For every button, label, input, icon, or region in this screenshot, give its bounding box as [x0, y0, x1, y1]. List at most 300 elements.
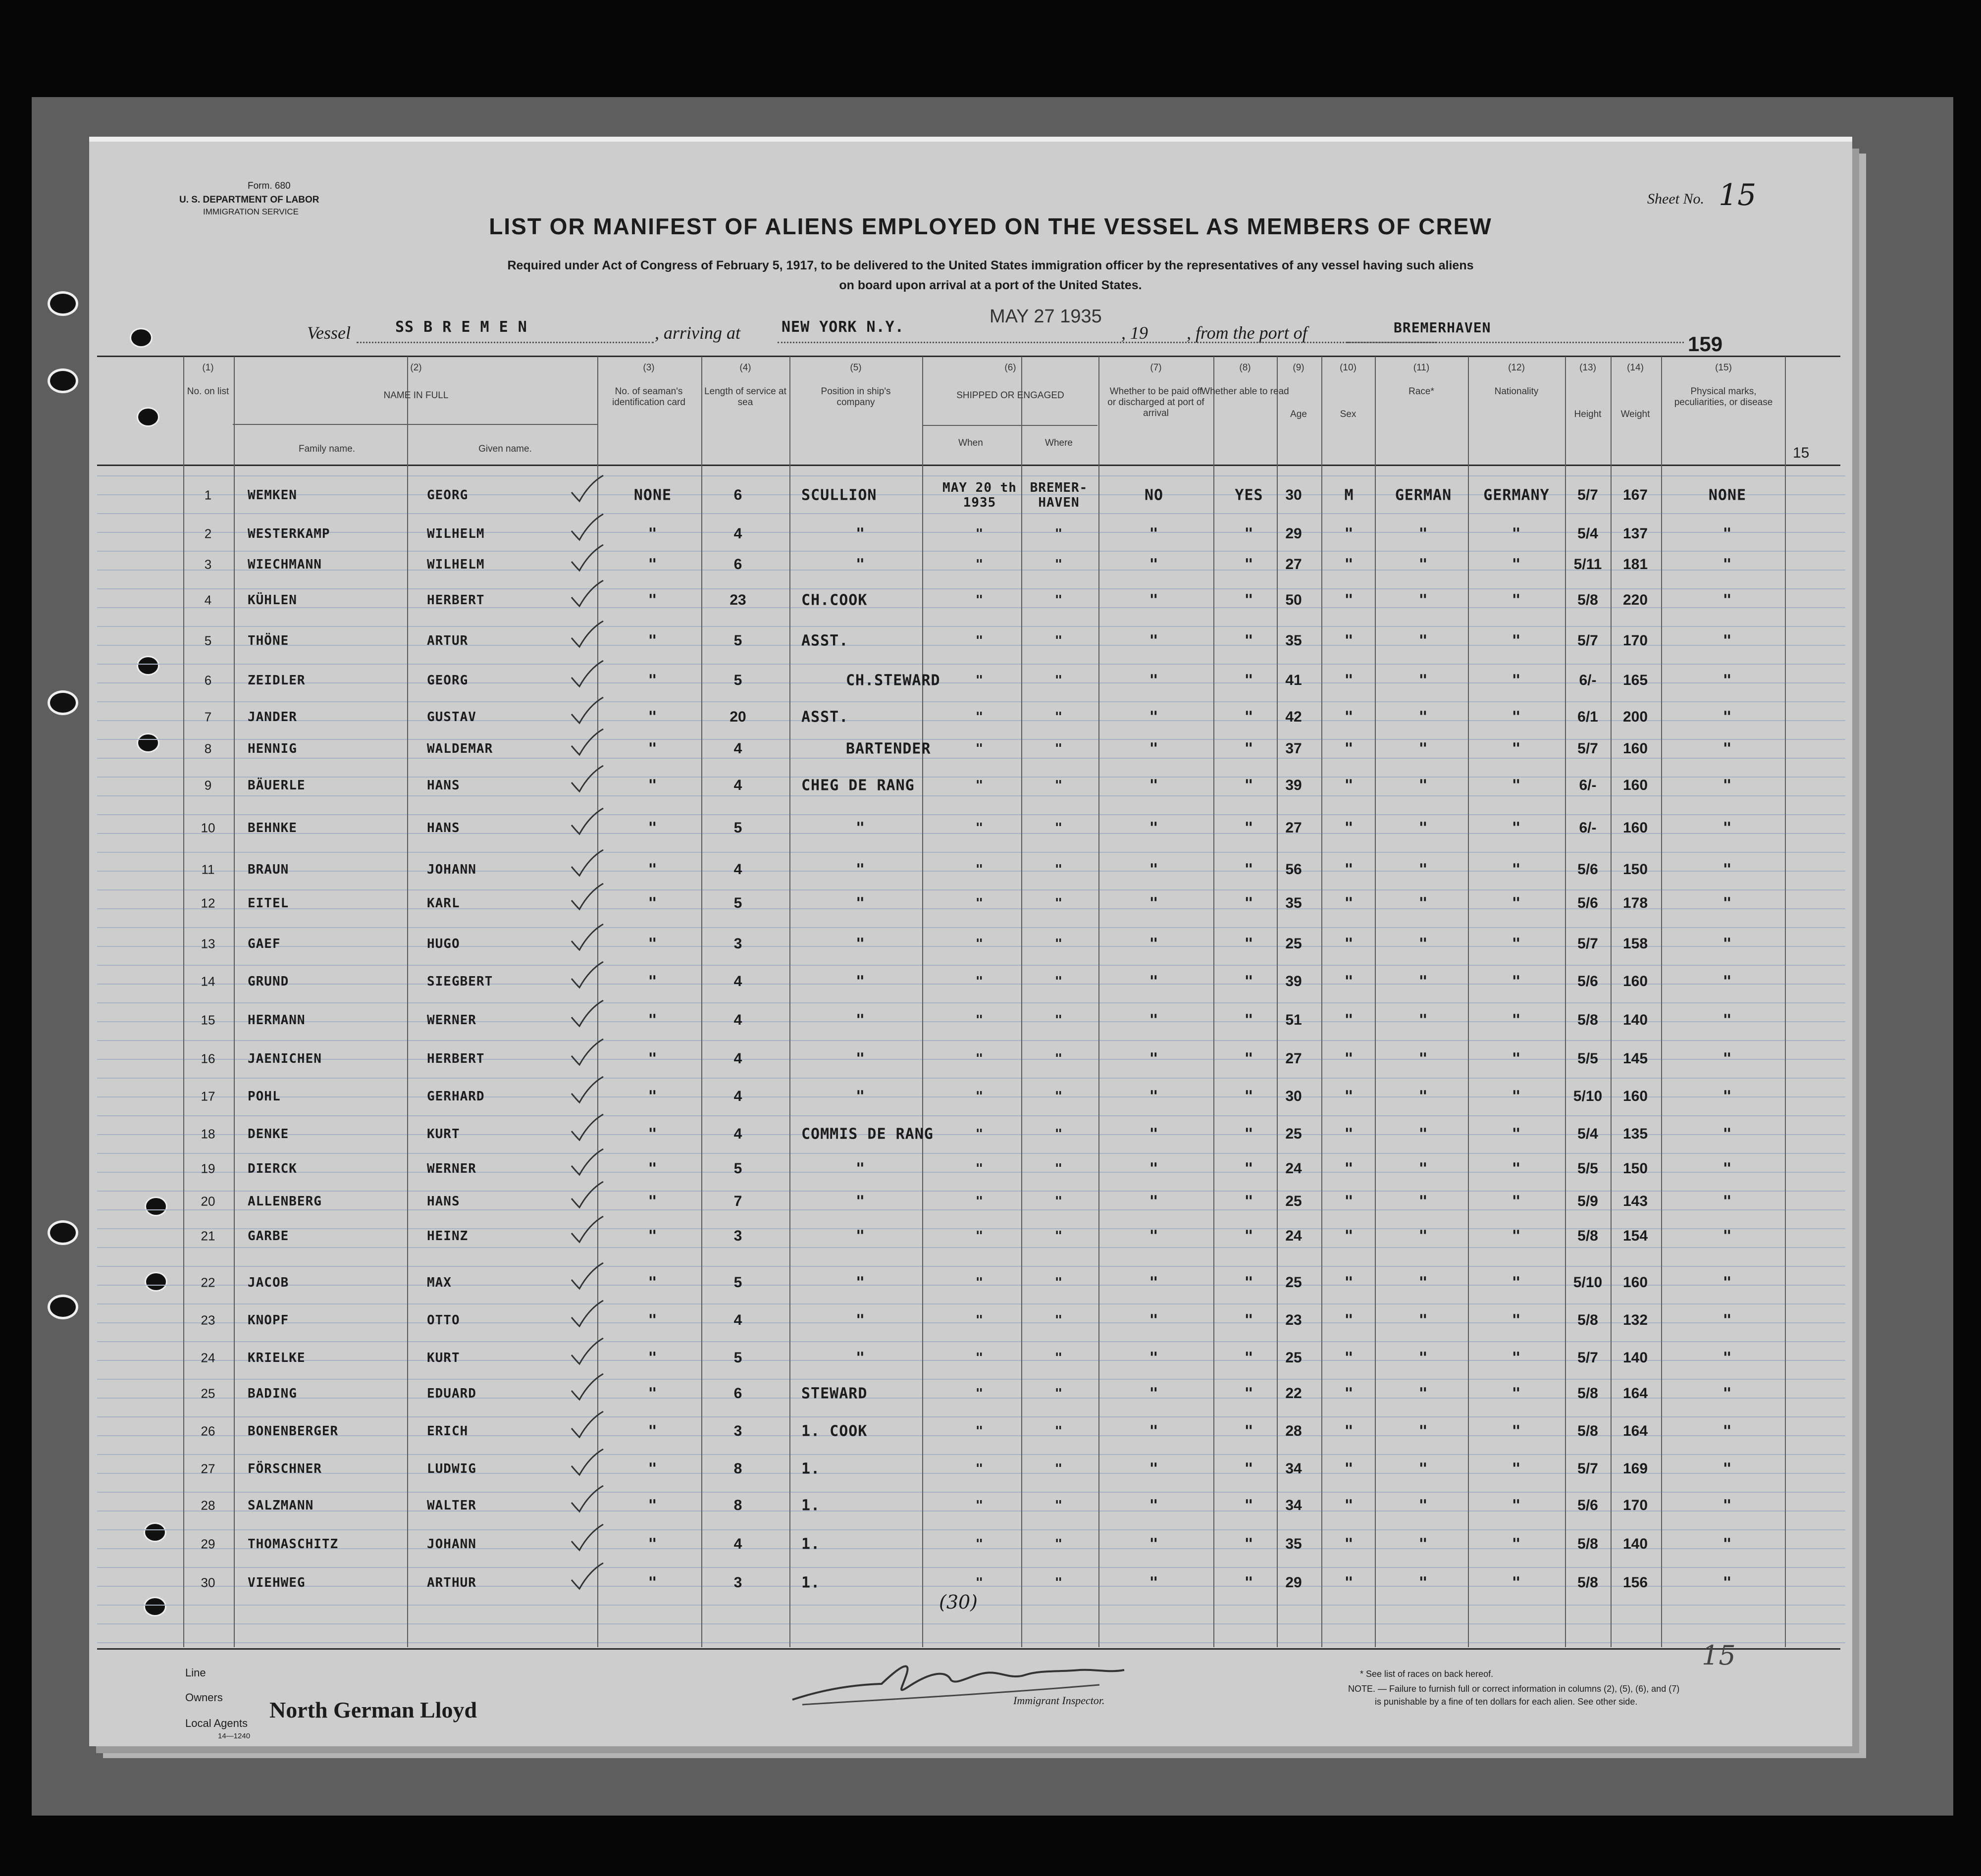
column-divider [789, 357, 790, 1647]
cell-card: " [648, 894, 658, 912]
cell-nat: " [1512, 1274, 1521, 1292]
cell-position: CH.COOK [801, 591, 868, 609]
cell-age: 22 [1285, 1385, 1302, 1402]
cell-marks: " [1722, 935, 1732, 953]
cell-read: " [1244, 632, 1254, 650]
cell-marks: " [1722, 1422, 1732, 1440]
cell-sex: " [1344, 591, 1354, 609]
cell-paid: " [1149, 1088, 1159, 1105]
column-divider [1277, 357, 1278, 1647]
cell-where: " [1054, 896, 1063, 911]
cell-weight: 169 [1622, 1460, 1648, 1477]
cell-read: " [1244, 1050, 1254, 1068]
cell-family: EITEL [248, 896, 289, 911]
ruled-line [97, 1266, 1845, 1267]
form-number: Form. 680 [248, 181, 291, 191]
cell-height: 5/4 [1577, 1126, 1598, 1142]
cell-paid: " [1149, 1011, 1159, 1029]
column-header: Nationality [1494, 386, 1539, 397]
port-fill-line [1347, 342, 1684, 343]
cell-service: 3 [733, 1228, 742, 1244]
cell-race: " [1418, 1574, 1428, 1592]
line-label: Line [185, 1667, 206, 1679]
cell-where: " [1054, 778, 1063, 793]
cell-where: " [1054, 1386, 1063, 1401]
column-divider [1321, 357, 1322, 1647]
cell-age: 41 [1285, 672, 1302, 688]
header-bottom-rule [97, 465, 1840, 466]
cell-nat: " [1512, 1497, 1521, 1514]
cell-family: SALZMANN [248, 1498, 314, 1513]
ruled-line [97, 1454, 1845, 1455]
column-header: No. of seaman's identification card [612, 386, 685, 408]
cell-family: DENKE [248, 1127, 289, 1142]
cell-when: " [975, 526, 984, 541]
punch-hole [145, 1272, 167, 1292]
cell-weight: 160 [1622, 740, 1648, 757]
cell-age: 27 [1285, 1050, 1302, 1067]
cell-when: " [975, 1461, 984, 1476]
cell-position: " [856, 1088, 866, 1105]
cell-paid: " [1149, 672, 1159, 689]
check-mark [570, 1037, 604, 1067]
cell-sex: " [1344, 894, 1354, 912]
cell-when: " [975, 1275, 984, 1290]
cell-read: " [1244, 591, 1254, 609]
cell-service: 4 [733, 1126, 742, 1142]
punch-hole [48, 1295, 78, 1319]
cell-weight: 140 [1622, 1536, 1648, 1552]
column-header: Height [1574, 409, 1602, 419]
cell-read: " [1244, 861, 1254, 879]
cell-service: 5 [733, 820, 742, 836]
cell-given: GEORG [427, 488, 469, 503]
cell-height: 5/7 [1577, 487, 1598, 503]
cell-age: 34 [1285, 1460, 1302, 1477]
cell-marks: " [1722, 1193, 1732, 1210]
cell-age: 23 [1285, 1312, 1302, 1328]
ruled-line [97, 1492, 1845, 1493]
cell-when: " [975, 1013, 984, 1028]
cell-nat: " [1512, 708, 1521, 726]
cell-family: KRIELKE [248, 1351, 306, 1365]
check-mark [570, 1522, 604, 1552]
cell-sex: " [1344, 1460, 1354, 1478]
cell-card: " [648, 1311, 658, 1329]
cell-weight: 220 [1622, 592, 1648, 608]
cell-nat: " [1512, 1088, 1521, 1105]
column-number: (14) [1627, 363, 1644, 373]
cell-no: 26 [201, 1423, 215, 1439]
cell-no: 12 [201, 895, 215, 911]
cell-given: JOHANN [427, 862, 476, 877]
column-number: (11) [1413, 363, 1430, 373]
arrival-port: NEW YORK N.Y. [782, 318, 904, 336]
cell-sex: " [1344, 1227, 1354, 1245]
cell-service: 3 [733, 1423, 742, 1439]
cell-height: 5/8 [1577, 1536, 1598, 1552]
cell-service: 4 [733, 973, 742, 990]
ruled-line [97, 758, 1845, 759]
column-header: SHIPPED OR ENGAGED [956, 390, 1064, 401]
column-number: (3) [643, 363, 655, 373]
cell-family: THÖNE [248, 633, 289, 648]
check-mark [570, 1299, 604, 1328]
cell-marks: " [1722, 1385, 1732, 1403]
cell-service: 6 [733, 556, 742, 573]
check-mark [570, 1214, 604, 1244]
cell-given: SIEGBERT [427, 974, 493, 989]
cell-when: " [975, 862, 984, 877]
cell-sex: " [1344, 740, 1354, 758]
cell-read: " [1244, 819, 1254, 837]
cell-given: WALTER [427, 1498, 476, 1513]
cell-when: " [975, 1351, 984, 1365]
cell-no: 17 [201, 1089, 215, 1104]
cell-where: " [1054, 1229, 1063, 1244]
cell-card: " [648, 1349, 658, 1367]
check-mark [570, 695, 604, 725]
cell-given: GUSTAV [427, 710, 476, 725]
cell-card: " [648, 1535, 658, 1553]
cell-given: KARL [427, 896, 460, 911]
cell-where: " [1054, 1013, 1063, 1028]
column-number: (1) [202, 363, 214, 373]
cell-where: " [1054, 1498, 1063, 1513]
cell-where: " [1054, 937, 1063, 951]
check-mark [570, 543, 604, 573]
cell-weight: 160 [1622, 1274, 1648, 1291]
column-header: Whether to be paid off or discharged at port of arrival [1107, 386, 1204, 418]
cell-when: " [975, 1498, 984, 1513]
cell-nat: " [1512, 1574, 1521, 1592]
cell-height: 5/8 [1577, 1228, 1598, 1244]
cell-no: 6 [204, 673, 212, 688]
cell-when: " [975, 1051, 984, 1066]
cell-nat: " [1512, 894, 1521, 912]
cell-race: " [1418, 591, 1428, 609]
ruled-line [97, 852, 1845, 853]
when-subhead: When [958, 438, 983, 448]
cell-read: " [1244, 556, 1254, 573]
cell-given: HEINZ [427, 1229, 469, 1244]
page-title: LIST OR MANIFEST OF ALIENS EMPLOYED ON THE VESSEL AS MEMBERS OF CREW [489, 213, 1492, 239]
sheet-label: Sheet No. [1647, 191, 1704, 207]
cell-no: 19 [201, 1161, 215, 1176]
cell-age: 24 [1285, 1160, 1302, 1177]
cell-given: WILHELM [427, 557, 485, 572]
cell-age: 25 [1285, 1193, 1302, 1209]
check-mark [570, 727, 604, 757]
cell-paid: " [1149, 708, 1159, 726]
cell-race: " [1418, 861, 1428, 879]
cell-family: WESTERKAMP [248, 526, 330, 541]
page-number: 159 [1688, 332, 1723, 356]
cell-given: ERICH [427, 1424, 469, 1439]
cell-height: 5/6 [1577, 861, 1598, 878]
cell-weight: 140 [1622, 1012, 1648, 1028]
column-number: (12) [1508, 363, 1525, 373]
subtitle-line-2: on board upon arrival at a port of the United States. [839, 278, 1142, 292]
cell-sex: " [1344, 708, 1354, 726]
cell-age: 34 [1285, 1497, 1302, 1513]
cell-position: 1. [801, 1574, 821, 1592]
check-mark [570, 578, 604, 608]
cell-age: 39 [1285, 973, 1302, 990]
cell-when: " [975, 557, 984, 572]
cell-nat: " [1512, 861, 1521, 879]
arriving-label: , arriving at [655, 323, 741, 343]
column-header: Sex [1340, 409, 1356, 419]
cell-service: 3 [733, 936, 742, 952]
cell-position: " [856, 556, 866, 573]
cell-position: " [856, 861, 866, 879]
cell-card: " [648, 1125, 658, 1143]
cell-no: 9 [204, 778, 212, 793]
cell-where: " [1054, 1424, 1063, 1439]
cell-no: 27 [201, 1461, 215, 1476]
cell-race: " [1418, 525, 1428, 543]
cell-card: " [648, 1422, 658, 1440]
cell-marks: " [1722, 1497, 1732, 1514]
cell-read: " [1244, 894, 1254, 912]
cell-paid: " [1149, 1535, 1159, 1553]
cell-service: 4 [733, 1088, 742, 1104]
cell-read: " [1244, 973, 1254, 990]
cell-family: JAENICHEN [248, 1051, 322, 1066]
cell-read: YES [1235, 486, 1263, 504]
cell-height: 5/5 [1577, 1050, 1598, 1067]
race-note: * See list of races on back hereof. [1360, 1669, 1494, 1679]
cell-given: EDUARD [427, 1386, 476, 1401]
cell-sex: " [1344, 1125, 1354, 1143]
cell-marks: " [1722, 1535, 1732, 1553]
cell-age: 25 [1285, 936, 1302, 952]
cell-sex: " [1344, 1050, 1354, 1068]
check-mark [570, 1409, 604, 1439]
date-stamp: MAY 27 1935 [990, 306, 1102, 327]
cell-read: " [1244, 935, 1254, 953]
ruled-line [97, 513, 1845, 514]
check-mark [570, 1372, 604, 1402]
check-mark [570, 619, 604, 649]
cell-family: JACOB [248, 1275, 289, 1290]
cell-paid: " [1149, 819, 1159, 837]
check-mark [570, 1180, 604, 1209]
cell-where: BREMER-HAVEN [1030, 480, 1088, 510]
cell-family: GARBE [248, 1229, 289, 1244]
cell-age: 27 [1285, 820, 1302, 836]
cell-weight: 135 [1622, 1126, 1648, 1142]
ruled-line [97, 1529, 1845, 1530]
cell-race: " [1418, 1535, 1428, 1553]
cell-height: 5/8 [1577, 1012, 1598, 1028]
cell-given: HERBERT [427, 1051, 485, 1066]
cell-card: " [648, 777, 658, 794]
cell-family: VIEHWEG [248, 1575, 306, 1590]
cell-service: 4 [733, 1312, 742, 1328]
column-header: No. on list [187, 386, 229, 397]
cell-card: " [648, 973, 658, 990]
cell-card: " [648, 861, 658, 879]
cell-paid: " [1149, 740, 1159, 758]
cell-read: " [1244, 1125, 1254, 1143]
cell-family: HENNIG [248, 741, 297, 756]
cell-race: " [1418, 1497, 1428, 1514]
cell-sex: " [1344, 1385, 1354, 1403]
cell-when: " [975, 1575, 984, 1590]
cell-no: 20 [201, 1194, 215, 1209]
cell-race: " [1418, 1227, 1428, 1245]
check-mark [570, 659, 604, 688]
cell-service: 5 [733, 632, 742, 649]
cell-height: 5/8 [1577, 1574, 1598, 1591]
cell-service: 6 [733, 487, 742, 503]
cell-paid: " [1149, 1574, 1159, 1592]
cell-race: " [1418, 1274, 1428, 1292]
cell-nat: " [1512, 632, 1521, 650]
cell-marks: " [1722, 973, 1732, 990]
cell-position: STEWARD [801, 1385, 868, 1403]
column-number: (2) [410, 363, 422, 373]
cell-marks: " [1722, 632, 1732, 650]
cell-no: 7 [204, 709, 212, 725]
cell-sex: " [1344, 632, 1354, 650]
cell-height: 5/6 [1577, 895, 1598, 911]
cell-paid: " [1149, 1460, 1159, 1478]
cell-age: 42 [1285, 709, 1302, 725]
cell-nat: " [1512, 591, 1521, 609]
cell-read: " [1244, 1311, 1254, 1329]
cell-age: 25 [1285, 1126, 1302, 1142]
column-header: Weight [1620, 409, 1650, 419]
cell-weight: 160 [1622, 777, 1648, 793]
cell-weight: 158 [1622, 936, 1648, 952]
cell-read: " [1244, 708, 1254, 726]
ruled-line [97, 1341, 1845, 1342]
cell-no: 28 [201, 1498, 215, 1513]
cell-where: " [1054, 1275, 1063, 1290]
cell-family: BEHNKE [248, 821, 297, 835]
cell-family: ZEIDLER [248, 673, 306, 688]
cell-height: 5/7 [1577, 1460, 1598, 1477]
cell-race: " [1418, 1125, 1428, 1143]
ruled-line [97, 701, 1845, 702]
cell-where: " [1054, 862, 1063, 877]
ruled-line [97, 889, 1845, 890]
cell-height: 5/7 [1577, 936, 1598, 952]
cell-where: " [1054, 633, 1063, 648]
cell-marks: " [1722, 1011, 1732, 1029]
cell-height: 5/4 [1577, 525, 1598, 542]
cell-no: 10 [201, 820, 215, 835]
cell-paid: " [1149, 861, 1159, 879]
cell-weight: 132 [1622, 1312, 1648, 1328]
cell-given: ARTHUR [427, 1575, 476, 1590]
ruled-line [97, 739, 1845, 740]
cell-weight: 150 [1622, 861, 1648, 878]
cell-paid: " [1149, 1227, 1159, 1245]
cell-where: " [1054, 821, 1063, 835]
cell-paid: " [1149, 973, 1159, 990]
cell-nat: " [1512, 1011, 1521, 1029]
cell-position: SCULLION [801, 486, 877, 504]
cell-position: 1. [801, 1460, 821, 1478]
cell-read: " [1244, 1460, 1254, 1478]
cell-height: 5/8 [1577, 1312, 1598, 1328]
cell-weight: 181 [1622, 556, 1648, 573]
cell-weight: 160 [1622, 820, 1648, 836]
ruled-line [97, 551, 1845, 552]
check-mark [570, 1484, 604, 1513]
column-header: NAME IN FULL [383, 390, 449, 401]
cell-service: 7 [733, 1193, 742, 1209]
cell-no: 4 [204, 592, 212, 608]
cell-card: " [648, 591, 658, 609]
cell-nat: " [1512, 740, 1521, 758]
cell-when: " [975, 1127, 984, 1142]
cell-read: " [1244, 1497, 1254, 1514]
cell-marks: " [1722, 1050, 1732, 1068]
where-subhead: Where [1045, 438, 1073, 448]
cell-when: " [975, 1424, 984, 1439]
cell-race: " [1418, 973, 1428, 990]
cell-marks: NONE [1708, 486, 1747, 504]
cell-sex: " [1344, 1349, 1354, 1367]
cell-paid: " [1149, 1050, 1159, 1068]
cell-marks: " [1722, 894, 1732, 912]
cell-nat: " [1512, 1050, 1521, 1068]
cell-age: 24 [1285, 1228, 1302, 1244]
cell-weight: 156 [1622, 1574, 1648, 1591]
ruled-line [97, 1642, 1845, 1643]
cell-position: COMMIS DE RANG [801, 1125, 934, 1143]
cell-weight: 164 [1622, 1385, 1648, 1402]
cell-family: GRUND [248, 974, 289, 989]
cell-age: 50 [1285, 592, 1302, 608]
sheet-total-handwritten: 15 [1702, 1640, 1736, 1671]
cell-sex: " [1344, 1311, 1354, 1329]
service-name: IMMIGRATION SERVICE [203, 207, 299, 216]
cell-service: 6 [733, 1385, 742, 1402]
cell-marks: " [1722, 1274, 1732, 1292]
cell-nat: " [1512, 1349, 1521, 1367]
cell-given: WALDEMAR [427, 741, 493, 756]
cell-given: LUDWIG [427, 1461, 476, 1476]
cell-race: " [1418, 1349, 1428, 1367]
cell-sex: " [1344, 861, 1354, 879]
punch-hole [137, 733, 159, 753]
ruled-line [97, 1247, 1845, 1248]
column-header: Whether able to read [1201, 386, 1289, 397]
cell-given: ARTUR [427, 633, 469, 648]
cell-given: HANS [427, 1194, 460, 1209]
cell-height: 5/6 [1577, 973, 1598, 990]
cell-family: GAEF [248, 937, 281, 951]
ruled-line [97, 1567, 1845, 1568]
ruled-line [97, 1191, 1845, 1192]
cell-position: " [856, 1160, 866, 1178]
cell-weight: 200 [1622, 709, 1648, 725]
cell-given: HANS [427, 821, 460, 835]
cell-no: 11 [201, 862, 215, 877]
cell-card: " [648, 672, 658, 689]
cell-where: " [1054, 1313, 1063, 1328]
cell-family: HERMANN [248, 1013, 306, 1028]
name-subhead-rule [233, 424, 597, 425]
cell-nat: " [1512, 1311, 1521, 1329]
cell-read: " [1244, 1574, 1254, 1592]
